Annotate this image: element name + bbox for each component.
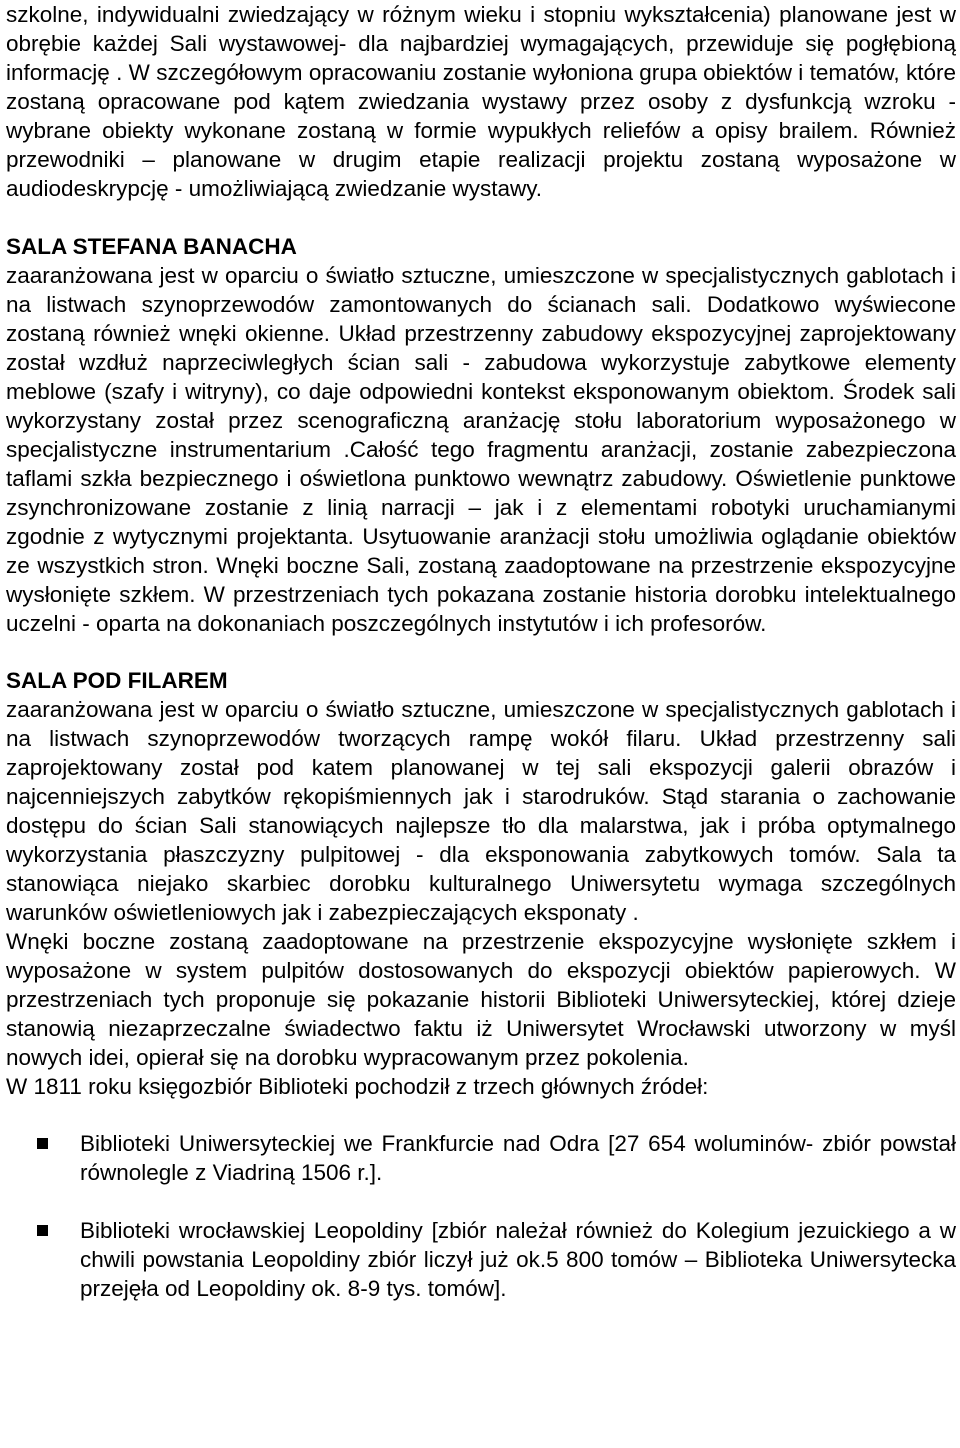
list-item-text: Biblioteki Uniwersyteckiej we Frankfurcie nad Odra [27 654 woluminów- zbiór powstał równolegle z Viadriną 1506 r.]. (80, 1131, 956, 1185)
section-banach-paragraph: zaaranżowana jest w oparciu o światło sztuczne, umieszczone w specjalistycznych gablotach i na listwach szynoprzewodów zamontowanych do ścianach sali. Dodatkowo wyświecone zostaną również wnęki okienne. Układ przestrzenny zabudowy ekspozycyjnej zaprojektowany został wzdłuż naprzeciwległych ścian sali - zabudowa wykorzystuje zabytkowe elementy meblowe (szafy i witryny), co daje odpowiedni kontekst eksponowanym obiektom. Środek sali wykorzystany został przez scenograficzną aranżację stołu laboratorium wyposażonego w specjalistyczne instrumentarium .Całość tego fragmentu aranżacji, zostanie zabezpieczona taflami szkła bezpiecznego i oświetlona punktowo wewnątrz zabudowy. Oświetlenie punktowe zsynchronizowane zostanie z linią narracji – jak i z elementami robotyki uruchamianymi zgodnie z wytycznymi projektanta. Usytuowanie aranżacji stołu umożliwia oglądanie obiektów ze wszystkich stron. Wnęki boczne Sali, zostaną zaadoptowane na przestrzenie ekspozycyjne wysłonięte szkłem. W przestrzeniach tych pokazana zostanie historia dorobku intelektualnego uczelni - oparta na dokonaniach poszczególnych instytutów i ich profesorów. (6, 263, 956, 636)
list-item-text: Biblioteki wrocławskiej Leopoldiny [zbiór należał również do Kolegium jezuickiego a w chwili powstania Leopoldiny zbiór liczył już ok.5 800 tomów – Biblioteka Uniwersytecka przejęła od Leopoldiny ok. 8-9 tys. tomów]. (80, 1218, 956, 1301)
square-bullet-icon (37, 1225, 48, 1236)
sources-list (6, 1129, 956, 1303)
section-heading-filar: SALA POD FILAREM (6, 668, 228, 693)
section-heading-banach: SALA STEFANA BANACHA (6, 234, 297, 259)
list-item (6, 1216, 956, 1303)
document-page (6, 0, 956, 1332)
square-bullet-icon (37, 1138, 48, 1149)
sources-intro: W 1811 roku księgozbiór Biblioteki pochodził z trzech głównych źródeł: (6, 1074, 709, 1099)
section-filar-paragraph: zaaranżowana jest w oparciu o światło sztuczne, umieszczone w specjalistycznych gablotach i na listwach szynoprzewodów tworzących rampę wokół filaru. Układ przestrzenny sali zaprojektowany został pod katem planowanej w tej sali ekspozycji galerii obrazów i najcenniejszych zabytków rękopiśmiennych jak i starodruków. Stąd starania o zachowanie dostępu do ścian Sali stanowiących najlepsze tło dla malarstwa, jak i próba optymalnego wykorzystania płaszczyzny pulpitowej - dla eksponowania zabytkowych tomów. Sala ta stanowiąca niejako skarbiec dorobku kulturalnego Uniwersytetu wymaga szczególnych warunków oświetleniowych jak i zabezpieczających eksponaty . (6, 697, 956, 925)
list-item (6, 1129, 956, 1187)
intro-paragraph: szkolne, indywidualni zwiedzający w różnym wieku i stopniu wykształcenia) planowane jest w obrębie każdej Sali wystawowej- dla najbardziej wymagających, przewiduje się pogłębioną informację . W szczegółowym opracowaniu zostanie wyłoniona grupa obiektów i tematów, które zostaną opracowane pod kątem zwiedzania wystawy przez osoby z dysfunkcją wzroku - wybrane obiekty wykonane zostaną w formie wypukłych reliefów a opisy brailem. Również przewodniki – planowane w drugim etapie realizacji projektu zostaną wyposażone w audiodeskrypcję - umożliwiającą zwiedzanie wystawy. (6, 2, 956, 201)
section-filar-paragraph-2: Wnęki boczne zostaną zaadoptowane na przestrzenie ekspozycyjne wysłonięte szkłem i wyposażone w system pulpitów dostosowanych do ekspozycji obiektów papierowych. W przestrzeniach tych proponuje się pokazanie historii Biblioteki Uniwersyteckiej, której dzieje stanowią niezaprzeczalne świadectwo faktu iż Uniwersytet Wrocławski utworzony w myśl nowych idei, opierał się na dorobku wypracowanym przez pokolenia. (6, 929, 956, 1070)
